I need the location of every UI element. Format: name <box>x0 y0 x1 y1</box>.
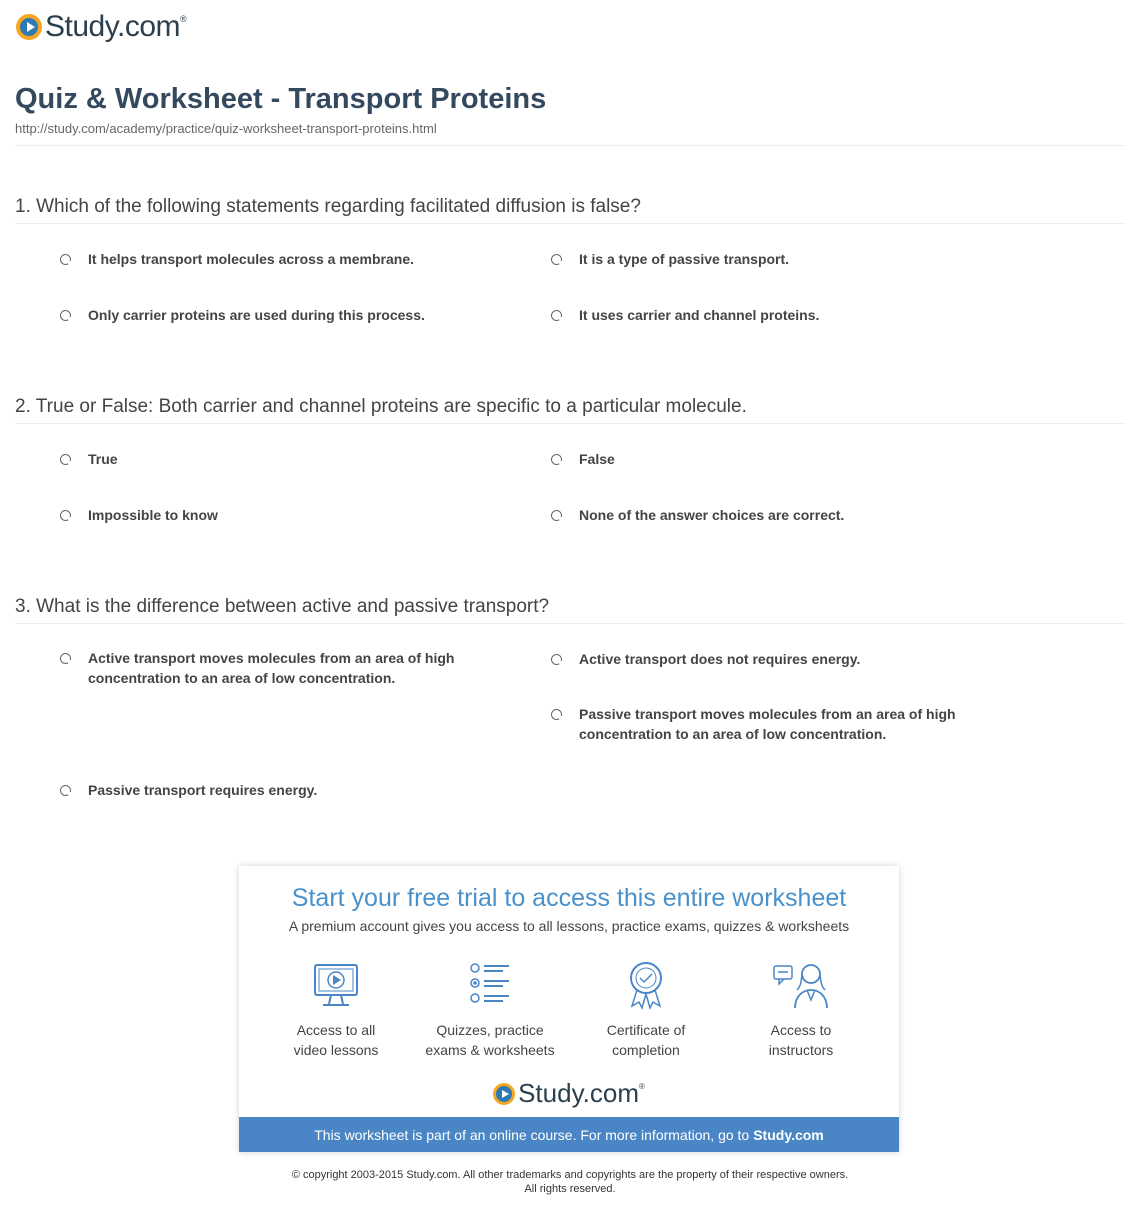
radio-icon[interactable] <box>60 785 71 796</box>
online-course-banner[interactable] <box>239 1117 899 1152</box>
answer-option[interactable] <box>60 780 483 800</box>
feature-label-line1: Quizzes, practice <box>436 1022 544 1038</box>
radio-icon[interactable] <box>551 510 562 521</box>
page-title: Quiz & Worksheet - Transport Proteins <box>15 83 547 115</box>
answer-option[interactable] <box>60 249 483 269</box>
answer-option[interactable] <box>551 449 974 469</box>
page-url: http://study.com/academy/practice/quiz-worksheet-transport-proteins.html <box>15 121 437 136</box>
option-label: Passive transport moves molecules from an area of high concentration to an area of low concentration. <box>579 706 956 742</box>
study-logo[interactable] <box>16 10 187 44</box>
question-divider <box>15 623 1125 624</box>
logo-wordmark: Study.com <box>45 10 180 43</box>
logo-trademark: ® <box>180 14 187 24</box>
radio-icon[interactable] <box>60 254 71 265</box>
feature-video-lessons <box>261 960 411 1060</box>
option-label: It helps transport molecules across a membrane. <box>88 251 415 267</box>
video-lesson-icon <box>311 960 361 1010</box>
feature-quizzes <box>415 960 565 1060</box>
header-divider <box>15 145 1125 146</box>
certificate-icon <box>621 960 671 1010</box>
copyright-notice <box>0 1168 1140 1196</box>
radio-icon[interactable] <box>551 254 562 265</box>
option-label: False <box>579 451 615 467</box>
option-label: Active transport does not requires energy. <box>579 651 861 667</box>
option-label: Active transport moves molecules from an area of high concentration to an area of low concentration. <box>88 650 455 686</box>
radio-icon[interactable] <box>60 310 71 321</box>
answer-option[interactable] <box>60 505 483 525</box>
instructor-icon <box>771 960 831 1010</box>
free-trial-subtitle: A premium account gives you access to all lessons, practice exams, quizzes & worksheets <box>288 918 850 934</box>
option-label: It uses carrier and channel proteins. <box>579 307 820 323</box>
option-label: None of the answer choices are correct. <box>579 507 845 523</box>
answer-option[interactable] <box>551 704 974 744</box>
copyright-line-1: © copyright 2003-2015 Study.com. All other trademarks and copyrights are the property of their respective owners. <box>291 1169 849 1181</box>
answer-option[interactable] <box>551 649 974 669</box>
radio-icon[interactable] <box>60 653 71 664</box>
option-label: Only carrier proteins are used during this process. <box>88 307 425 323</box>
option-label: True <box>88 451 118 467</box>
answer-option[interactable] <box>551 249 974 269</box>
card-study-logo[interactable] <box>239 1078 899 1109</box>
option-label: It is a type of passive transport. <box>579 251 790 267</box>
radio-icon[interactable] <box>60 454 71 465</box>
question-1: 1. Which of the following statements regarding facilitated diffusion is false? <box>15 196 641 217</box>
answer-option[interactable] <box>551 305 974 325</box>
answer-option[interactable] <box>60 449 483 469</box>
question-2: 2. True or False: Both carrier and channel proteins are specific to a particular molecule. <box>15 396 747 417</box>
feature-certificate <box>571 960 721 1060</box>
radio-icon[interactable] <box>551 709 562 720</box>
radio-icon[interactable] <box>551 310 562 321</box>
answer-option[interactable] <box>551 505 974 525</box>
radio-icon[interactable] <box>60 510 71 521</box>
copyright-line-2: All rights reserved. <box>524 1183 616 1195</box>
banner-text: This worksheet is part of an online course. For more information, go to <box>314 1126 750 1143</box>
option-label: Impossible to know <box>88 507 218 523</box>
feature-label-line2: video lessons <box>293 1042 379 1058</box>
free-trial-title[interactable]: Start your free trial to access this entire worksheet <box>291 884 847 912</box>
answer-option[interactable] <box>60 648 483 688</box>
answer-option[interactable] <box>60 305 483 325</box>
logo-trademark: ® <box>639 1082 645 1091</box>
radio-icon[interactable] <box>551 454 562 465</box>
feature-label-line2: completion <box>612 1042 680 1058</box>
free-trial-card <box>239 866 899 1152</box>
banner-link[interactable]: Study.com <box>753 1126 824 1143</box>
play-logo-icon <box>493 1083 515 1105</box>
option-label: Passive transport requires energy. <box>88 782 318 798</box>
question-divider <box>15 223 1125 224</box>
feature-instructors <box>726 960 876 1060</box>
feature-label-line1: Access to <box>770 1022 832 1038</box>
question-3: 3. What is the difference between active and passive transport? <box>15 596 550 617</box>
question-divider <box>15 423 1125 424</box>
feature-label-line1: Access to all <box>296 1022 376 1038</box>
feature-label-line1: Certificate of <box>606 1022 686 1038</box>
feature-label-line2: exams & worksheets <box>425 1042 555 1058</box>
logo-wordmark: Study.com <box>518 1078 639 1108</box>
feature-label-line2: instructors <box>768 1042 834 1058</box>
play-logo-icon <box>16 14 42 40</box>
radio-icon[interactable] <box>551 654 562 665</box>
quiz-list-icon <box>465 960 515 1010</box>
